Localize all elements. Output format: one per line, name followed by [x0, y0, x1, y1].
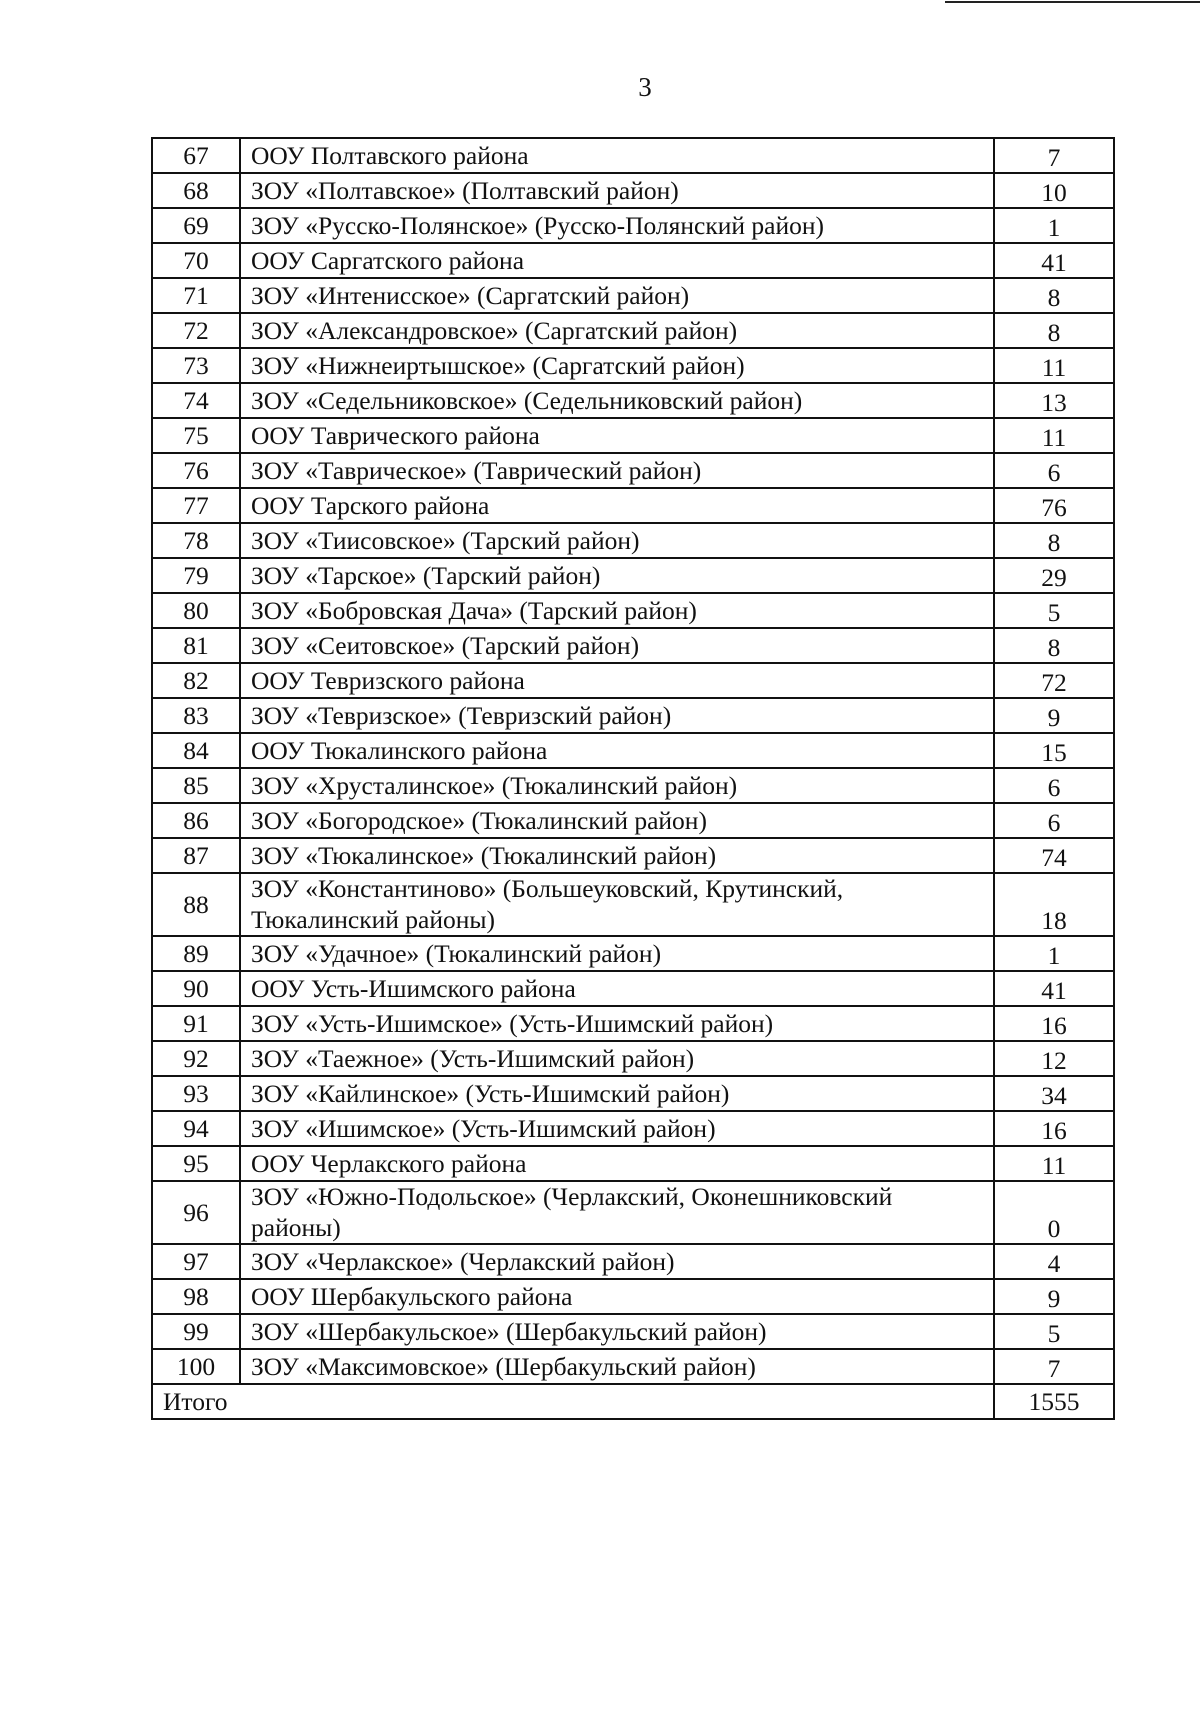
row-organization-name: ЗОУ «Тарское» (Тарский район) [240, 558, 994, 593]
row-organization-name: ЗОУ «Кайлинское» (Усть-Ишимский район) [240, 1076, 994, 1111]
row-number: 98 [152, 1279, 240, 1314]
row-value: 29 [994, 558, 1114, 593]
row-value: 11 [994, 348, 1114, 383]
row-organization-name: ООУ Шербакульского района [240, 1279, 994, 1314]
row-organization-name-line2: Тюкалинский районы) [251, 904, 496, 934]
row-value: 9 [994, 698, 1114, 733]
row-value: 72 [994, 663, 1114, 698]
row-organization-name: ЗОУ «Нижнеиртышское» (Саргатский район) [240, 348, 994, 383]
row-number: 91 [152, 1006, 240, 1041]
row-value: 74 [994, 838, 1114, 873]
row-number: 81 [152, 628, 240, 663]
row-value: 6 [994, 803, 1114, 838]
row-organization-name: ЗОУ «Шербакульское» (Шербакульский район) [240, 1314, 994, 1349]
table-row [152, 768, 1114, 803]
table-row [152, 1146, 1114, 1181]
row-organization-name: ЗОУ «Бобровская Дача» (Тарский район) [240, 593, 994, 628]
page-number: 3 [638, 72, 652, 102]
row-organization-name: ЗОУ «Хрусталинское» (Тюкалинский район) [240, 768, 994, 803]
row-organization-name: ЗОУ «Сеитовское» (Тарский район) [240, 628, 994, 663]
table-row [152, 971, 1114, 1006]
row-organization-name: ООУ Таврического района [240, 418, 994, 453]
table-row [152, 593, 1114, 628]
table-row [152, 803, 1114, 838]
row-value: 9 [994, 1279, 1114, 1314]
row-number: 77 [152, 488, 240, 523]
row-value: 15 [994, 733, 1114, 768]
row-number: 95 [152, 1146, 240, 1181]
table-row [152, 936, 1114, 971]
row-value: 4 [994, 1244, 1114, 1279]
row-number: 88 [152, 873, 240, 936]
table-row [152, 313, 1114, 348]
row-organization-name: ЗОУ «Усть-Ишимское» (Усть-Ишимский район) [240, 1006, 994, 1041]
row-value: 16 [994, 1006, 1114, 1041]
row-number: 74 [152, 383, 240, 418]
row-organization-name-line1: ЗОУ «Константиново» (Большеуковский, Крутинский, [251, 874, 844, 903]
row-value: 1 [994, 208, 1114, 243]
row-number: 99 [152, 1314, 240, 1349]
top-edge-rule [945, 1, 1200, 3]
table-row [152, 1279, 1114, 1314]
row-value: 5 [994, 1314, 1114, 1349]
table-row [152, 1076, 1114, 1111]
row-value: 18 [994, 873, 1114, 936]
row-number: 97 [152, 1244, 240, 1279]
row-number: 94 [152, 1111, 240, 1146]
row-organization-name-line2: районы) [251, 1212, 341, 1242]
row-organization-name: ООУ Черлакского района [240, 1146, 994, 1181]
row-value: 8 [994, 523, 1114, 558]
row-number: 80 [152, 593, 240, 628]
row-organization-name: ЗОУ «Александровское» (Саргатский район) [240, 313, 994, 348]
row-number: 69 [152, 208, 240, 243]
row-value: 7 [994, 138, 1114, 173]
row-value: 6 [994, 453, 1114, 488]
row-organization-name: ЗОУ «Тевризское» (Тевризский район) [240, 698, 994, 733]
table-row [152, 663, 1114, 698]
table-row [152, 418, 1114, 453]
row-number: 90 [152, 971, 240, 1006]
table-row [152, 453, 1114, 488]
table-row [152, 1349, 1114, 1384]
row-number: 76 [152, 453, 240, 488]
row-organization-name: ООУ Саргатского района [240, 243, 994, 278]
total-label: Итого [152, 1384, 994, 1419]
row-organization-name: ЗОУ «Удачное» (Тюкалинский район) [240, 936, 994, 971]
row-organization-name: ЗОУ «Максимовское» (Шербакульский район) [240, 1349, 994, 1384]
row-number: 73 [152, 348, 240, 383]
row-organization-name: ООУ Усть-Ишимского района [240, 971, 994, 1006]
registry-table-body [152, 138, 1114, 1419]
row-number: 79 [152, 558, 240, 593]
table-row [152, 278, 1114, 313]
table-row [152, 1314, 1114, 1349]
row-organization-name: ЗОУ «Ишимское» (Усть-Ишимский район) [240, 1111, 994, 1146]
row-number: 89 [152, 936, 240, 971]
row-number: 68 [152, 173, 240, 208]
row-organization-name: ЗОУ «Тюкалинское» (Тюкалинский район) [240, 838, 994, 873]
row-value: 41 [994, 243, 1114, 278]
row-value: 0 [994, 1181, 1114, 1244]
row-value: 10 [994, 173, 1114, 208]
row-organization-name: ООУ Полтавского района [240, 138, 994, 173]
row-organization-name: ЗОУ «Полтавское» (Полтавский район) [240, 173, 994, 208]
row-organization-name [240, 1181, 994, 1244]
row-value: 8 [994, 628, 1114, 663]
row-number: 82 [152, 663, 240, 698]
table-row [152, 838, 1114, 873]
row-organization-name: ООУ Тарского района [240, 488, 994, 523]
row-number: 96 [152, 1181, 240, 1244]
table-row [152, 383, 1114, 418]
row-value: 11 [994, 1146, 1114, 1181]
table-row [152, 173, 1114, 208]
table-row [152, 523, 1114, 558]
row-number: 83 [152, 698, 240, 733]
row-organization-name [240, 873, 994, 936]
table-row [152, 243, 1114, 278]
row-value: 34 [994, 1076, 1114, 1111]
table-row [152, 1006, 1114, 1041]
row-organization-name: ЗОУ «Таежное» (Усть-Ишимский район) [240, 1041, 994, 1076]
table-row [152, 348, 1114, 383]
row-value: 1 [994, 936, 1114, 971]
registry-table [151, 137, 1115, 1420]
row-organization-name: ЗОУ «Таврическое» (Таврический район) [240, 453, 994, 488]
row-value: 11 [994, 418, 1114, 453]
row-organization-name: ЗОУ «Русско-Полянское» (Русско-Полянский район) [240, 208, 994, 243]
row-value: 13 [994, 383, 1114, 418]
row-value: 76 [994, 488, 1114, 523]
total-value: 1555 [994, 1384, 1114, 1419]
row-organization-name: ЗОУ «Седельниковское» (Седельниковский район) [240, 383, 994, 418]
row-number: 92 [152, 1041, 240, 1076]
row-number: 100 [152, 1349, 240, 1384]
row-value: 6 [994, 768, 1114, 803]
table-row [152, 488, 1114, 523]
table-row [152, 1244, 1114, 1279]
row-organization-name: ООУ Тюкалинского района [240, 733, 994, 768]
table-row [152, 558, 1114, 593]
row-number: 78 [152, 523, 240, 558]
row-organization-name: ЗОУ «Черлакское» (Черлакский район) [240, 1244, 994, 1279]
row-value: 8 [994, 278, 1114, 313]
row-value: 16 [994, 1111, 1114, 1146]
table-row [152, 1041, 1114, 1076]
row-value: 8 [994, 313, 1114, 348]
row-number: 72 [152, 313, 240, 348]
row-value: 5 [994, 593, 1114, 628]
table-row [152, 1111, 1114, 1146]
table-row [152, 1181, 1114, 1244]
row-number: 70 [152, 243, 240, 278]
table-row [152, 873, 1114, 936]
row-organization-name: ЗОУ «Интенисское» (Саргатский район) [240, 278, 994, 313]
row-number: 84 [152, 733, 240, 768]
table-row [152, 138, 1114, 173]
row-number: 85 [152, 768, 240, 803]
table-row [152, 208, 1114, 243]
row-value: 12 [994, 1041, 1114, 1076]
row-number: 87 [152, 838, 240, 873]
row-number: 93 [152, 1076, 240, 1111]
row-number: 71 [152, 278, 240, 313]
row-organization-name: ЗОУ «Тиисовское» (Тарский район) [240, 523, 994, 558]
row-organization-name: ООУ Тевризского района [240, 663, 994, 698]
row-number: 86 [152, 803, 240, 838]
row-value: 7 [994, 1349, 1114, 1384]
row-number: 67 [152, 138, 240, 173]
total-row [152, 1384, 1114, 1419]
row-value: 41 [994, 971, 1114, 1006]
table-row [152, 628, 1114, 663]
row-organization-name: ЗОУ «Богородское» (Тюкалинский район) [240, 803, 994, 838]
table-row [152, 698, 1114, 733]
table-row [152, 733, 1114, 768]
row-number: 75 [152, 418, 240, 453]
row-organization-name-line1: ЗОУ «Южно-Подольское» (Черлакский, Оконешниковский [251, 1182, 893, 1212]
